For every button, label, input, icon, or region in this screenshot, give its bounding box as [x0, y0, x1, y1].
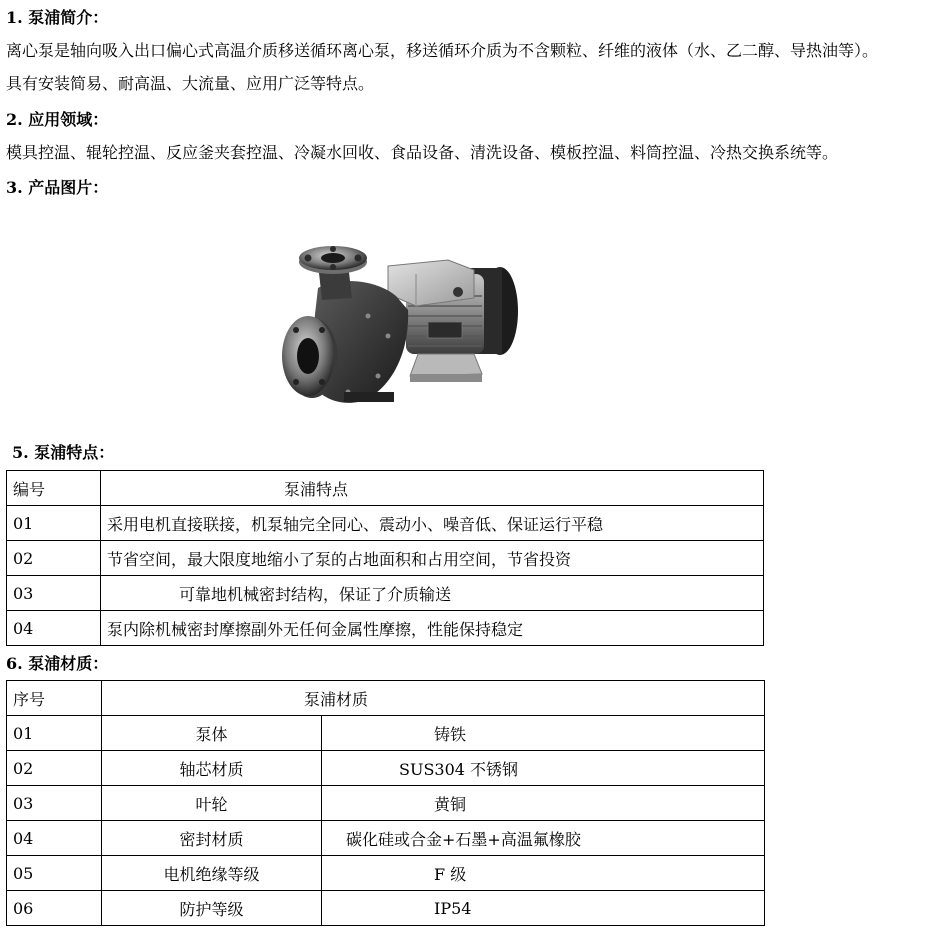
application-heading: 2. 应用领域：	[6, 110, 109, 129]
row-number: 05	[7, 856, 102, 891]
intro-text-line2: 具有安装简易、耐高温、大流量、应用广泛等特点。	[6, 74, 375, 93]
intro-heading: 1. 泵浦简介：	[6, 8, 109, 27]
row-feature: 可靠地机械密封结构，保证了介质输送	[101, 576, 764, 611]
table-header-row	[7, 471, 764, 506]
row-feature: 泵内除机械密封摩擦副外无任何金属性摩擦，性能保持稳定	[101, 611, 764, 646]
materials-table	[6, 680, 765, 926]
row-number: 03	[7, 786, 102, 821]
row-number: 03	[7, 576, 101, 611]
table-row	[7, 786, 765, 821]
row-part: 叶轮	[102, 786, 322, 821]
row-material: 铸铁	[322, 716, 765, 751]
row-material: SUS304 不锈钢	[322, 751, 765, 786]
row-part: 电机绝缘等级	[102, 856, 322, 891]
row-part: 密封材质	[102, 821, 322, 856]
table-row	[7, 611, 764, 646]
table-row	[7, 856, 765, 891]
product-photo-heading: 3. 产品图片：	[6, 178, 109, 197]
row-feature: 采用电机直接联接，机泵轴完全同心、震动小、噪音低、保证运行平稳	[101, 506, 764, 541]
intro-text-line1: 离心泵是轴向吸入出口偏心式高温介质移送循环离心泵，移送循环介质为不含颗粒、纤维的液体（水、乙二醇、导热油等）。	[6, 41, 879, 60]
row-number: 02	[7, 541, 101, 576]
row-number: 06	[7, 891, 102, 926]
application-text: 模具控温、辊轮控温、反应釜夹套控温、冷凝水回收、食品设备、清洗设备、模板控温、料筒控温、冷热交换系统等。	[6, 143, 839, 162]
row-number: 01	[7, 716, 102, 751]
table-row	[7, 576, 764, 611]
row-feature: 节省空间，最大限度地缩小了泵的占地面积和占用空间，节省投资	[101, 541, 764, 576]
header-materials: 泵浦材质	[102, 681, 765, 716]
row-number: 04	[7, 821, 102, 856]
row-number: 04	[7, 611, 101, 646]
row-material: IP54	[322, 891, 765, 926]
header-number: 编号	[7, 471, 101, 506]
row-part: 防护等级	[102, 891, 322, 926]
row-number: 02	[7, 751, 102, 786]
pump-product-image	[278, 236, 523, 416]
row-number: 01	[7, 506, 101, 541]
table-header-row	[7, 681, 765, 716]
table-row	[7, 541, 764, 576]
row-material: F 级	[322, 856, 765, 891]
table-row	[7, 891, 765, 926]
features-table	[6, 470, 764, 646]
table-row	[7, 821, 765, 856]
features-heading: 5. 泵浦特点：	[12, 443, 115, 462]
header-features: 泵浦特点	[101, 471, 764, 506]
row-part: 轴芯材质	[102, 751, 322, 786]
row-part: 泵体	[102, 716, 322, 751]
table-row	[7, 506, 764, 541]
header-serial: 序号	[7, 681, 102, 716]
row-material: 黄铜	[322, 786, 765, 821]
row-material: 碳化硅或合金+石墨+高温氟橡胶	[322, 821, 765, 856]
table-row	[7, 751, 765, 786]
materials-heading: 6. 泵浦材质：	[6, 654, 109, 673]
table-row	[7, 716, 765, 751]
